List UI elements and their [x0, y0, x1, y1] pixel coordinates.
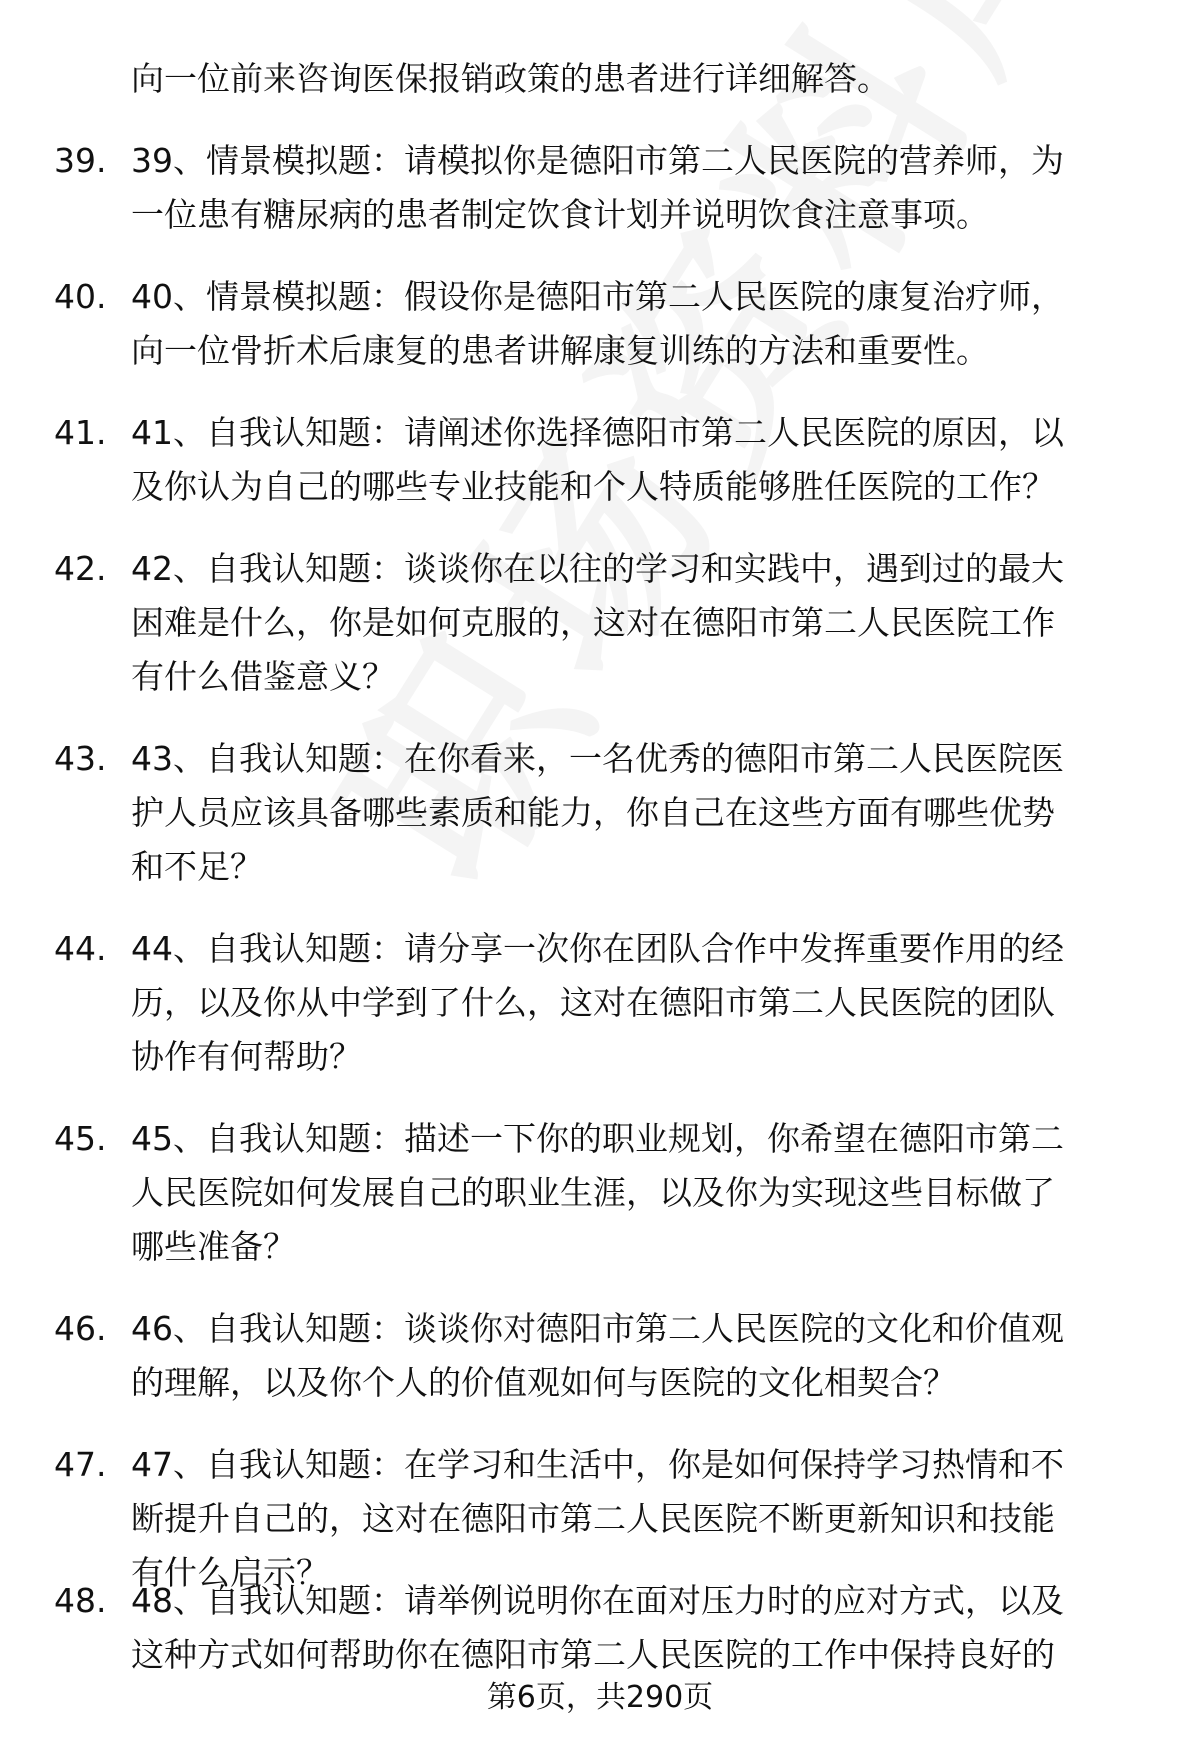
item-text-line: 和不足？	[131, 847, 263, 886]
item-text	[131, 406, 1151, 514]
item-text	[131, 270, 1151, 378]
item-text-line: 44、自我认知题：请分享一次你在团队合作中发挥重要作用的经	[131, 929, 1064, 968]
item-number: 43.	[54, 739, 107, 778]
item-text	[131, 1112, 1151, 1274]
item-text-line: 及你认为自己的哪些专业技能和个人特质能够胜任医院的工作？	[131, 467, 1055, 506]
continued-line: 向一位前来咨询医保报销政策的患者进行详细解答。	[131, 59, 890, 98]
item-text-line: 39、情景模拟题：请模拟你是德阳市第二人民医院的营养师，为	[131, 141, 1064, 180]
item-text-line: 哪些准备？	[131, 1227, 296, 1266]
item-text	[131, 1574, 1151, 1682]
item-number: 48.	[54, 1581, 107, 1620]
item-text-line: 的理解，以及你个人的价值观如何与医院的文化相契合？	[131, 1363, 956, 1402]
item-number: 44.	[54, 929, 107, 968]
item-text	[131, 922, 1151, 1084]
item-text-line: 47、自我认知题：在学习和生活中，你是如何保持学习热情和不	[131, 1445, 1064, 1484]
item-text-line: 断提升自己的，这对在德阳市第二人民医院不断更新知识和技能	[131, 1499, 1055, 1538]
item-text-line: 45、自我认知题：描述一下你的职业规划，你希望在德阳市第二	[131, 1119, 1064, 1158]
item-number: 45.	[54, 1119, 107, 1158]
item-text-line: 40、情景模拟题：假设你是德阳市第二人民医院的康复治疗师，	[131, 277, 1064, 316]
item-number: 39.	[54, 141, 107, 180]
item-number: 47.	[54, 1445, 107, 1484]
item-text-line: 向一位骨折术后康复的患者讲解康复训练的方法和重要性。	[131, 331, 989, 370]
page-number-footer: 第6页，共290页	[486, 1680, 714, 1715]
item-text-line: 这种方式如何帮助你在德阳市第二人民医院的工作中保持良好的	[131, 1635, 1055, 1674]
item-number: 41.	[54, 413, 107, 452]
item-number: 42.	[54, 549, 107, 588]
item-text-line: 46、自我认知题：谈谈你对德阳市第二人民医院的文化和价值观	[131, 1309, 1064, 1348]
item-text-line: 困难是什么，你是如何克服的，这对在德阳市第二人民医院工作	[131, 603, 1055, 642]
item-text	[131, 1302, 1151, 1410]
item-number: 40.	[54, 277, 107, 316]
item-text-line: 人民医院如何发展自己的职业生涯，以及你为实现这些目标做了	[131, 1173, 1055, 1212]
item-text-line: 48、自我认知题：请举例说明你在面对压力时的应对方式，以及	[131, 1581, 1064, 1620]
item-text	[131, 542, 1151, 704]
item-text-line: 43、自我认知题：在你看来，一名优秀的德阳市第二人民医院医	[131, 739, 1064, 778]
item-text-line: 41、自我认知题：请阐述你选择德阳市第二人民医院的原因，以	[131, 413, 1064, 452]
item-text-line: 有什么启示？	[131, 1553, 329, 1592]
item-text	[131, 134, 1151, 242]
item-text-line: 有什么借鉴意义？	[131, 657, 395, 696]
item-text	[131, 732, 1151, 894]
item-text-line: 护人员应该具备哪些素质和能力，你自己在这些方面有哪些优势	[131, 793, 1055, 832]
item-text-line: 42、自我认知题：谈谈你在以往的学习和实践中，遇到过的最大	[131, 549, 1064, 588]
item-text-line: 一位患有糖尿病的患者制定饮食计划并说明饮食注意事项。	[131, 195, 989, 234]
item-number: 46.	[54, 1309, 107, 1348]
item-text-line: 历，以及你从中学到了什么，这对在德阳市第二人民医院的团队	[131, 983, 1055, 1022]
item-text-line: 协作有何帮助？	[131, 1037, 362, 1076]
